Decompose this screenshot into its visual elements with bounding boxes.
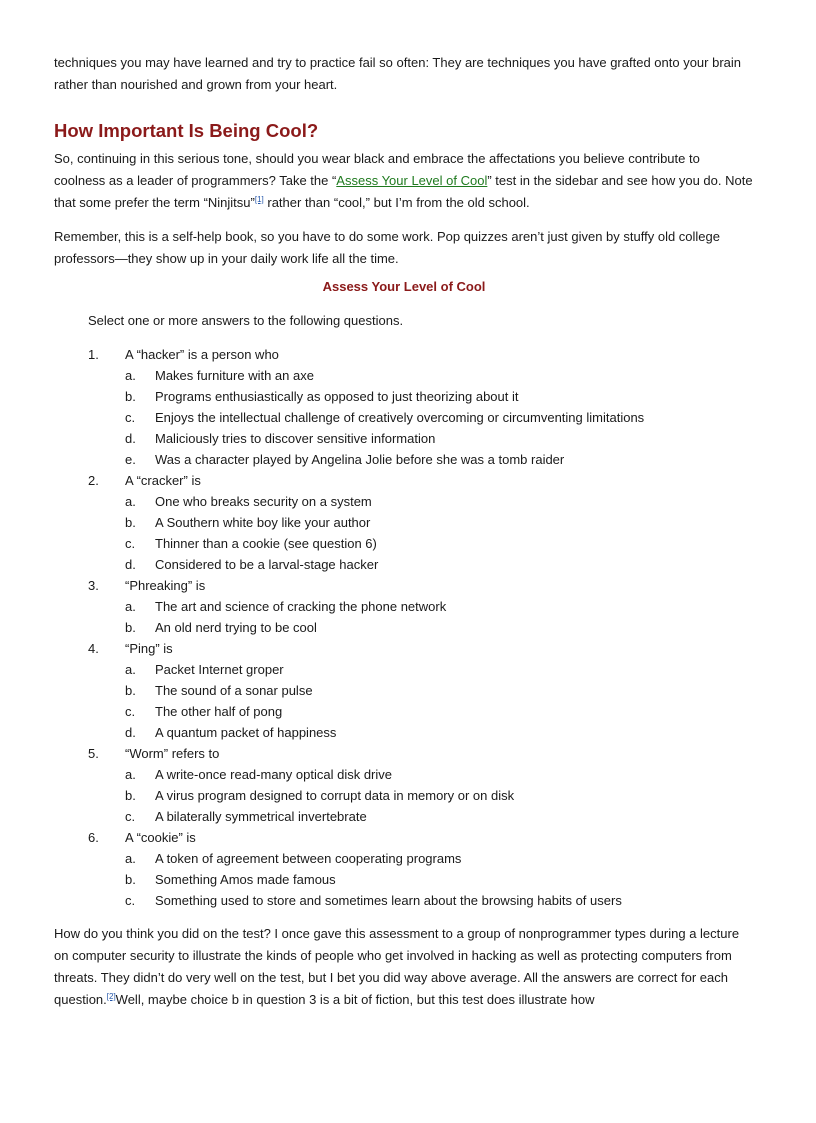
answer-item: [125, 491, 754, 512]
answer-item: [125, 890, 754, 911]
question-number: 4.: [88, 641, 99, 656]
assess-cool-link[interactable]: Assess Your Level of Cool: [336, 173, 488, 188]
answer-letter: e.: [125, 452, 136, 467]
answer-item: [125, 680, 754, 701]
answer-item: [125, 512, 754, 533]
closing-paragraph: [54, 923, 754, 1011]
answer-item: [125, 764, 754, 785]
answer-item: [125, 806, 754, 827]
question-text: A “cracker” is: [125, 473, 201, 488]
answer-item: [125, 449, 754, 470]
paragraph-assess: [54, 148, 754, 214]
answer-letter: a.: [125, 851, 136, 866]
answer-text: One who breaks security on a system: [155, 494, 372, 509]
answer-letter: c.: [125, 893, 136, 908]
answer-letter: b.: [125, 788, 136, 803]
answer-letter: b.: [125, 872, 136, 887]
question-number: 2.: [88, 473, 99, 488]
answer-text: A Southern white boy like your author: [155, 515, 371, 530]
question-number: 3.: [88, 578, 99, 593]
answer-list: [125, 596, 754, 638]
answer-item: [125, 386, 754, 407]
answer-text: A bilaterally symmetrical invertebrate: [155, 809, 367, 824]
answer-text: Packet Internet groper: [155, 662, 284, 677]
footnote-marker: [107, 992, 116, 1001]
paragraph-text: ” test in the sidebar and see how you do. Note that some prefer the term “Ninjitsu”: [54, 173, 753, 210]
question-number: 5.: [88, 746, 99, 761]
answer-item: [125, 407, 754, 428]
answer-text: A virus program designed to corrupt data in memory or on disk: [155, 788, 515, 803]
section-heading: How Important Is Being Cool?: [54, 120, 319, 141]
footnote-link-2[interactable]: [2]: [106, 992, 116, 1001]
answer-text: Makes furniture with an axe: [155, 368, 314, 383]
answer-item: [125, 701, 754, 722]
paragraph-text: rather than “cool,” but I’m from the old school.: [263, 195, 530, 210]
sidebar-quiz: [54, 276, 754, 911]
answer-text: Something used to store and sometimes learn about the browsing habits of users: [155, 893, 622, 908]
answer-item: [125, 785, 754, 806]
answer-letter: c.: [125, 704, 136, 719]
answer-item: [125, 365, 754, 386]
answer-list: [125, 365, 754, 470]
question-item: [54, 827, 754, 911]
answer-letter: a.: [125, 599, 136, 614]
answer-list: [125, 659, 754, 743]
answer-text: Something Amos made famous: [155, 872, 336, 887]
answer-text: Enjoys the intellectual challenge of creatively overcoming or circumventing limitations: [155, 410, 645, 425]
page-content: [54, 52, 754, 1011]
intro-paragraph: techniques you may have learned and try to practice fail so often: They are techniques you have grafted onto your brain rather than nourished and grown from your heart.: [54, 55, 742, 92]
question-number: 6.: [88, 830, 99, 845]
answer-letter: d.: [125, 725, 136, 740]
answer-item: [125, 869, 754, 890]
answer-text: A token of agreement between cooperating programs: [155, 851, 462, 866]
answer-letter: b.: [125, 515, 136, 530]
question-text: A “cookie” is: [125, 830, 196, 845]
footnote-link-1[interactable]: [1]: [254, 195, 264, 204]
question-number: 1.: [88, 347, 99, 362]
answer-letter: d.: [125, 557, 136, 572]
answer-text: Thinner than a cookie (see question 6): [155, 536, 377, 551]
question-item: [54, 470, 754, 575]
question-text: “Phreaking” is: [125, 578, 206, 593]
footnote-marker: [255, 195, 264, 204]
answer-text: A quantum packet of happiness: [155, 725, 337, 740]
question-item: [54, 743, 754, 827]
question-text: “Worm” refers to: [125, 746, 220, 761]
answer-text: Considered to be a larval-stage hacker: [155, 557, 379, 572]
sidebar-title: Assess Your Level of Cool: [322, 279, 486, 294]
paragraph-text: Well, maybe choice b in question 3 is a bit of fiction, but this test does illustrate how: [115, 992, 595, 1007]
question-item: [54, 344, 754, 470]
answer-letter: b.: [125, 620, 136, 635]
answer-item: [125, 428, 754, 449]
paragraph-self-help: Remember, this is a self-help book, so you have to do some work. Pop quizzes aren’t just given by stuffy old college professors—they show up in your daily work life all the time.: [54, 229, 720, 266]
answer-item: [125, 617, 754, 638]
answer-text: The sound of a sonar pulse: [155, 683, 313, 698]
answer-item: [125, 596, 754, 617]
answer-list: [125, 848, 754, 911]
question-text: A “hacker” is a person who: [125, 347, 279, 362]
answer-list: [125, 764, 754, 827]
answer-letter: c.: [125, 809, 136, 824]
answer-letter: a.: [125, 494, 136, 509]
answer-text: A write-once read-many optical disk drive: [155, 767, 392, 782]
answer-item: [125, 659, 754, 680]
answer-item: [125, 848, 754, 869]
answer-item: [125, 533, 754, 554]
paragraph-text: How do you think you did on the test? I once gave this assessment to a group of nonprogrammer types during a lecture on computer security to illustrate the kinds of people who get involved in hacking as well as protecting computers from threats. They didn’t do very well on the test, but I bet you did way above average. All the answers are correct for each question.: [54, 926, 740, 1007]
answer-text: The art and science of cracking the phone network: [155, 599, 447, 614]
answer-letter: c.: [125, 410, 136, 425]
answer-letter: a.: [125, 662, 136, 677]
answer-text: Was a character played by Angelina Jolie before she was a tomb raider: [155, 452, 565, 467]
answer-item: [125, 554, 754, 575]
answer-text: The other half of pong: [155, 704, 283, 719]
answer-list: [125, 491, 754, 575]
answer-letter: d.: [125, 431, 136, 446]
answer-item: [125, 722, 754, 743]
sidebar-intro: Select one or more answers to the following questions.: [88, 313, 404, 328]
answer-text: Maliciously tries to discover sensitive information: [155, 431, 436, 446]
answer-letter: a.: [125, 368, 136, 383]
answer-letter: a.: [125, 767, 136, 782]
question-item: [54, 638, 754, 743]
answer-letter: b.: [125, 389, 136, 404]
answer-letter: c.: [125, 536, 136, 551]
answer-letter: b.: [125, 683, 136, 698]
question-text: “Ping” is: [125, 641, 173, 656]
answer-text: An old nerd trying to be cool: [155, 620, 317, 635]
question-list: [54, 344, 754, 911]
paragraph-text: So, continuing in this serious tone, should you wear black and embrace the affectations you believe contribute to coolness as a leader of programmers? Take the “: [54, 151, 700, 188]
answer-text: Programs enthusiastically as opposed to just theorizing about it: [155, 389, 519, 404]
question-item: [54, 575, 754, 638]
